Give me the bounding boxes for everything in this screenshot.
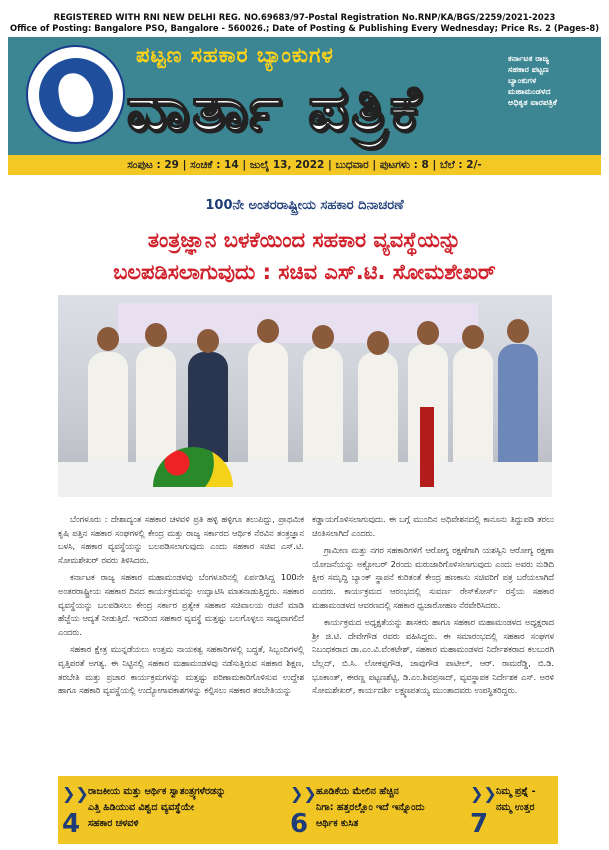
event-photo (58, 295, 552, 497)
teaser-page-4[interactable] (62, 784, 282, 839)
registration-line: REGISTERED WITH RNI NEW DELHI REG. NO.69683/97-Postal Registration No.RNP/KA/BGS/2259/2021-2023 (53, 12, 556, 22)
teaser-text: ನಿಮ್ಮ ಪ್ರಶ್ನೆ - ನಮ್ಮ ಉತ್ತರ (496, 786, 536, 813)
masthead-title: ವಾರ್ತಾ ಪತ್ರಿಕೆ (126, 72, 423, 146)
masthead-side-note: ಕರ್ನಾಟಕ ರಾಜ್ಯ ಸಹಕಾರ ಪಟ್ಟಣ ಬ್ಯಾಂಕುಗಳ ಮಹಾಮಂಡಳದ ಅಧಿಕೃತ ವಾರಪತ್ರಿಕೆ (508, 53, 557, 107)
paragraph: ಗ್ರಾಮೀಣ ಮತ್ತು ನಗರ ಸಹಕಾರಿಗಳಿಗೆ ಆರೋಗ್ಯ ರಕ್ಷಣೆಗಾಗಿ ಯಶಸ್ವಿನಿ ಆರೋಗ್ಯ ರಕ್ಷಣಾ ಯೋಜನೆಯನ್ನು ಅಕ್ಟೋಬರ್ 2ರಂದು ಮರುಜಾರಿಗೊಳಿಸಲಾಗುವುದು ಎಂದು ಅವರು ನುಡಿದಿ ಕ್ಷೀರ ಸಮೃದ್ಧಿ ಬ್ಯಾಂಕ್ ಸ್ಥಾಪನೆ ಕುರಿತಂತೆ ಕೇಂದ್ರ ಹಣಕಾಸು ಸಚಿವರಿಗೆ ಪತ್ರ ಬರೆಯಲಾಗಿದೆ ಎಂದರು. ಕಾರ್ಯಕ್ರಮದ ಆರಂಭದಲ್ಲಿ ಸುವರ್ಣ ರೇಸ್‌ಕೋರ್ಸ್ ರಸ್ತೆಯ ಸಹಕಾರ ಮಹಾಮಂಡಳದ ಆವರಣದಲ್ಲಿ ಸಹಕಾರ ಧ್ವಜಾರೋಹಣ ನೆರವೇರಿಸಿದರು. (312, 545, 554, 610)
article-headline: ತಂತ್ರಜ್ಞಾನ ಬಳಕೆಯಿಂದ ಸಹಕಾರ ವ್ಯವಸ್ಥೆಯನ್ನು ಬಲಪಡಿಸಲಾಗುವುದು : ಸಚಿವ ಎಸ್.ಟಿ. ಸೋಮಶೇಖರ್ (113, 228, 496, 284)
teaser-page-number: 7 (470, 809, 489, 839)
teaser-page-number: 4 (62, 809, 81, 839)
karnataka-map-icon (56, 70, 96, 118)
chevron-right-icon: ❯❯ (62, 784, 89, 803)
paragraph: ಸಹಕಾರ ಕ್ಷೇತ್ರ ಮುನ್ನಡೆಯಲು ಉತ್ತಮ ನಾಯಕತ್ವ ಸಹಕಾರಿಗಳಲ್ಲಿ ಬದ್ಧತೆ, ಸಿಬ್ಬಂದಿಗಳಲ್ಲಿ ವೃತ್ತಿಪರತೆ ಅಗತ್ಯ. ಈ ನಿಟ್ಟಿನಲ್ಲಿ ಸಹಕಾರ ಮಹಾಮಂಡಳವು ನಡೆಸುತ್ತಿರುವ ಸಹಕಾರ ಶಿಕ್ಷಣ, ತರಬೇತಿ ಮತ್ತು ಪ್ರಚಾರ ಕಾರ್ಯಕ್ರಮಗಳನ್ನು ಮತ್ತಷ್ಟು ಪರಿಣಾಮಕಾರಿಗೊಳಿಸುವ ಉದ್ದೇಶ ಹಾಗೂ ಸಹಕಾರಿ ವ್ಯವಸ್ಥೆಯಲ್ಲಿ ಉದ್ಯೋಗಾವಕಾಶಗಳನ್ನು ಕಲ್ಪಿಸಲು ಸಹಕಾರ ತರಬೇತಿಯನ್ನು (58, 644, 304, 696)
masthead-subtitle: ಪಟ್ಟಣ ಸಹಕಾರ ಬ್ಯಾಂಕುಗಳ (136, 43, 334, 67)
chevron-right-icon: ❯❯ (470, 784, 497, 803)
teaser-text: ರಾಜಕೀಯ ಮತ್ತು ಆರ್ಥಿಕ ಸ್ವಾತಂತ್ರ್ಯಗಳೆರಡನ್ನು ಎತ್ತಿ ಹಿಡಿಯುವ ವಿಶ್ವದ ವ್ಯವಸ್ಥೆಯೇ ಸಹಕಾರ ಚಳವಳಿ (88, 786, 226, 829)
article-kicker: 100ನೇ ಅಂತರರಾಷ್ಟ್ರೀಯ ಸಹಕಾರ ದಿನಾಚರಣೆ (205, 198, 404, 213)
chevron-right-icon: ❯❯ (290, 784, 317, 803)
issue-info-bar: ಸಂಪುಟ : 29 | ಸಂಚಿಕೆ : 14 | ಜುಲೈ 13, 2022 | ಬುಧವಾರ | ಪುಟಗಳು : 8 | ಬೆಲೆ : 2/- (8, 155, 601, 175)
posting-line: Office of Posting: Bangalore PSO, Bangalore - 560026.; Date of Posting & Publishing Every Wednesday; Price Rs. 2 (Pages-8) (9, 23, 600, 33)
article-column-2 (312, 513, 554, 702)
teaser-page-6[interactable] (290, 784, 470, 839)
masthead (8, 37, 601, 155)
teaser-page-number: 6 (290, 809, 309, 839)
paragraph: ಕಡ್ಡಾಯಗೊಳಿಸಲಾಗುವುದು. ಈ ಬಗ್ಗೆ ಮುಂದಿನ ಅಧಿವೇಶನದಲ್ಲಿ ಕಾನೂನು ತಿದ್ದುಪಡಿ ತರಲು ಚಿಂತಿಸಲಾಗಿದೆ ಎಂದರು. (312, 514, 554, 538)
inside-pages-teaser-bar (58, 776, 558, 844)
teaser-page-7[interactable] (470, 784, 556, 839)
paragraph: ಕರ್ನಾಟಕ ರಾಜ್ಯ ಸಹಕಾರ ಮಹಾಮಂಡಳವು ಬೆಂಗಳೂರಿನಲ್ಲಿ ಏರ್ಪಡಿಸಿದ್ದ 100ನೇ ಅಂತರರಾಷ್ಟ್ರೀಯ ಸಹಕಾರ ದಿನದ ಕಾರ್ಯಕ್ರಮವನ್ನು ಉದ್ಘಾಟಿಸಿ ಮಾತನಾಡುತ್ತಿದ್ದರು. ಸಹಕಾರ ವ್ಯವಸ್ಥೆಯನ್ನು ಬಲಪಡಿಸಲು ಕೇಂದ್ರ ಸರ್ಕಾರ ಪ್ರತ್ಯೇಕ ಸಹಕಾರ ಸಚಿವಾಲಯ ರಚನೆ ಮಾಡಿ ಹೆಜ್ಜೆಯ ಆದ್ಯತೆ ನೀಡುತ್ತಿದೆ. ಇದರಿಂದ ಸಹಕಾರ ವ್ಯವಸ್ಥೆ ಮತ್ತಷ್ಟು ಬಲಗೊಳ್ಳಲು ಸಾಧ್ಯವಾಗಲಿದೆ ಎಂದರು. (58, 572, 304, 637)
paragraph: ಕಾರ್ಯಕ್ರಮದ ಅಧ್ಯಕ್ಷತೆಯನ್ನು ಶಾಸಕರು ಹಾಗೂ ಸಹಕಾರ ಮಹಾಮಂಡಳದ ಅಧ್ಯಕ್ಷರಾದ ಶ್ರೀ ಜಿ.ಟಿ. ದೇವೇಗೌಡ ರವರು ವಹಿಸಿದ್ದರು. ಈ ಸಮಾರಂಭದಲ್ಲಿ ಸಹಕಾರ ಸಂಘಗಳ ನಿಬಂಧಕರಾದ ಡಾ.ಎಂ.ವಿ.ವೆಂಕಟೇಶ್, ಸಹಕಾರ ಮಹಾಮಂಡಳದ ನಿರ್ದೇಶಕರಾದ ಕಲಬುರಗಿ ಬೆಲ್ಲದ್, ಬಿ.ಸಿ. ಲೋಕಪ್ಪಗೌಡ, ಜಾವುಗೌಡ ಪಾಟೀಲ್, ಆರ್. ರಾಮರೆಡ್ಡಿ, ಬಿ.ಡಿ. ಭೂಕಾಂತ್, ಈರಣ್ಣ ಪಟ್ಟಣಶೆಟ್ಟಿ, ಡಿ.ಎಂ.ಶಿವಪ್ರಸಾದ್, ವ್ಯವಸ್ಥಾಪಕ ನಿರ್ದೇಶಕ ಎಸ್. ಅರಳಿ ಸೋಮಶೇಖರ್, ಕಾರ್ಯದರ್ಶಿ ಲಕ್ಷ್ಮಣಪತಯ್ಯ ಮುಂತಾದವರು ಉಪಸ್ಥಿತರಿದ್ದರು. (312, 617, 554, 696)
teaser-text: ಹೂಡಿಕೆಯ ಮೇಲಿನ ಹೆಚ್ಚಿನ ನಿಗಾ: ಹತ್ತರಲ್ಲೆೊಂ ಇದೆ ಇನ್ನೊಂದು ಆರ್ಥಿಕ ಕುಸಿತ (316, 786, 425, 829)
article-column-1 (58, 513, 304, 702)
paragraph: ಬೆಂಗಳೂರು : ದೇಶಾದ್ಯಂತ ಸಹಕಾರ ಚಳವಳಿ ಪ್ರತಿ ಹಳ್ಳಿ ಹಳ್ಳಿಗೂ ತಲುಪಿದ್ದು, ಪ್ರಾಥಮಿಕ ಕೃಷಿ ಪತ್ತಿನ ಸಹಕಾರ ಸಂಘಗಳಲ್ಲಿ ಕೇಂದ್ರ ಮತ್ತು ರಾಜ್ಯ ಸರ್ಕಾರದ ಆರ್ಥಿಕ ನೆರವಿನ ತಂತ್ರಜ್ಞಾನ ಬಳಸಿ, ಸಹಕಾರ ವ್ಯವಸ್ಥೆಯನ್ನು ಬಲಪಡಿಸಲಾಗುವುದು ಎಂದು ಸಹಕಾರ ಸಚಿವ ಎಸ್.ಟಿ. ಸೋಮಶೇಖರ್ ರವರು ತಿಳಿಸಿದರು. (58, 514, 304, 565)
federation-emblem-logo (26, 45, 125, 144)
